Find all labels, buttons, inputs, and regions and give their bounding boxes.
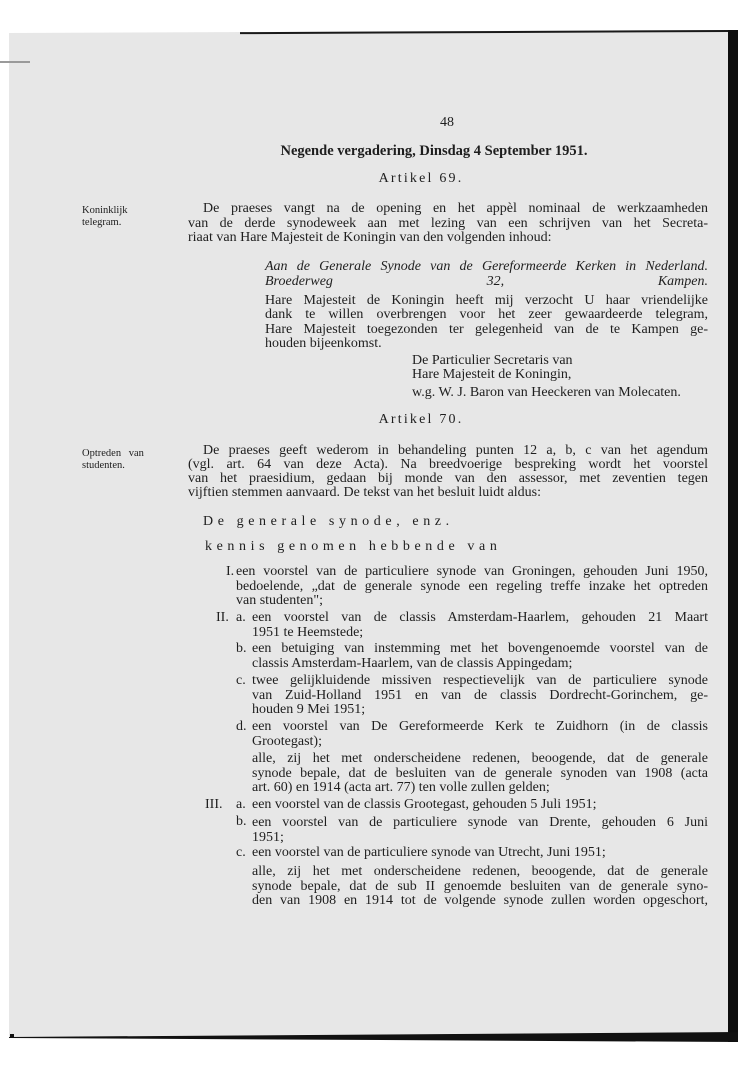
item-IIc-label: c. [236, 673, 246, 688]
item-IIIc [252, 846, 708, 861]
text-line: 1951 te Heemstede; [252, 624, 364, 640]
text-line: Hare Majesteit toegezonden ter gelegenheid van de te Kampen ge- [265, 321, 708, 337]
margin-note-line: studenten. [82, 460, 125, 471]
text-line: houden 9 Mei 1951; [252, 702, 366, 717]
text-line: van studenten"; [236, 593, 323, 608]
item-IIIa-label: a. [236, 797, 246, 812]
item-I-label: I. [226, 564, 235, 579]
scan-corner-mark [10, 1034, 14, 1038]
decision-opening: De generale synode, enz. [203, 514, 454, 529]
margin-note-koninklijk-telegram [82, 205, 128, 229]
signature-line: De Particulier Secretaris van [412, 353, 573, 368]
considering-clause: kennis genomen hebbende van [205, 539, 502, 554]
text-line: Aan de Generale Synode van de Gereformeerde Kerken in Nederland. [265, 259, 708, 274]
letter-body [265, 293, 708, 352]
page-number: 48 [440, 115, 454, 130]
text-line: een voorstel van de classis Amsterdam-Haarlem, gehouden 21 Maart [252, 610, 708, 625]
article-70-title: Artikel 70. [378, 412, 464, 427]
text-line: De praeses geeft wederom in behandeling punten 12 a, b, c van het agendum [203, 443, 708, 458]
text-line: synode bepale, dat de besluiten van de generale synoden van 1908 (acta [252, 765, 708, 781]
signature-line: w.g. W. J. Baron van Heeckeren van Molecaten. [412, 385, 681, 400]
text-line: Grootegast); [252, 733, 322, 749]
margin-note-line: Koninklijk [82, 205, 128, 216]
text-line: Hare Majesteit de Koningin heeft mij verzocht U haar vriendelijke [265, 293, 708, 308]
item-IIc [252, 673, 708, 717]
margin-note-line: Optreden van [82, 448, 144, 459]
margin-note-optreden-studenten [82, 448, 144, 472]
item-IId-label: d. [236, 719, 247, 734]
article-69-intro [188, 201, 708, 245]
item-II-summary [252, 751, 708, 795]
text-line: vijftien stemmen aanvaard. De tekst van het besluit luidt aldus: [188, 485, 542, 501]
letter-address [265, 259, 708, 289]
session-heading: Negende vergadering, Dinsdag 4 September 1951. [280, 143, 588, 159]
text-line: Broederweg 32, Kampen. [265, 274, 708, 289]
text-line: den van 1908 en 1914 tot de volgende synode zullen worden opgeschort, [252, 893, 708, 908]
margin-note-line: telegram. [82, 217, 122, 228]
item-IIa [252, 610, 708, 640]
text-line: twee gelijkluidende missiven respectievelijk van de particuliere synode [252, 673, 708, 688]
item-II-label: II. [216, 610, 229, 625]
item-IIIc-label: c. [236, 845, 246, 860]
text-line: dank te willen overbrengen voor het zeer gewaardeerde telegram, [265, 307, 708, 323]
text-line: een voorstel van De Gereformeerde Kerk te Zuidhorn (in de classis [252, 719, 708, 734]
text-line: houden bijeenkomst. [265, 336, 382, 352]
item-IIb-label: b. [236, 641, 247, 656]
item-III-label: III. [205, 797, 223, 812]
text-line: De praeses vangt na de opening en het appèl nominaal de werkzaamheden [203, 201, 708, 216]
text-line: bedoelende, „dat de generale synode een regeling treffe inzake het optreden [236, 578, 708, 594]
text-line: art. 60) en 1914 (acta art. 77) ten volle zullen gelden; [252, 780, 550, 795]
text-line: een voorstel van de particuliere synode van Utrecht, Juni 1951; [252, 845, 606, 860]
text-line: (vgl. art. 64 van deze Acta). Na breedvoerige bespreking wordt het voorstel [188, 457, 708, 473]
text-line: een betuiging van instemming met het bovengenoemde voorstel van de [252, 641, 708, 656]
text-line: van de derde synodeweek aan met lezing van een schrijven van het Secreta- [188, 215, 708, 231]
text-line: synode bepale, dat de sub II genoemde besluiten van de generale syno- [252, 878, 708, 894]
text-line: van Zuid-Holland 1951 en van de classis Dordrecht-Gorinchem, ge- [252, 687, 708, 703]
text-line: van het praesidium, gedaan bij monde van den assessor, met zeventien tegen [188, 471, 708, 487]
item-IIb [252, 641, 708, 671]
item-IIIb [252, 815, 708, 845]
item-IIIa [252, 798, 708, 813]
text-line: een voorstel van de particuliere synode van Groningen, gehouden Juni 1950, [236, 564, 708, 579]
item-I [236, 564, 708, 608]
item-III-summary [252, 864, 708, 908]
article-70-intro [188, 443, 708, 501]
text-line: 1951; [252, 830, 284, 845]
text-line: een voorstel van de classis Grootegast, gehouden 5 Juli 1951; [252, 797, 597, 812]
item-IId [252, 719, 708, 749]
page-corner-mark [0, 61, 30, 63]
text-line: alle, zij het met onderscheidene redenen, beoogende, dat de generale [252, 864, 708, 879]
text-line: riaat van Hare Majesteit de Koningin van den volgenden inhoud: [188, 230, 552, 245]
item-IIIb-label: b. [236, 814, 247, 829]
text-line: alle, zij het met onderscheidene redenen, beoogende, dat de generale [252, 751, 708, 766]
text-line: een voorstel van de particuliere synode van Drente, gehouden 6 Juni [252, 815, 708, 830]
text-line: classis Amsterdam-Haarlem, van de classis Appingedam; [252, 655, 573, 671]
article-69-title: Artikel 69. [378, 171, 464, 186]
signature-line: Hare Majesteit de Koningin, [412, 367, 572, 382]
item-IIa-label: a. [236, 610, 246, 625]
